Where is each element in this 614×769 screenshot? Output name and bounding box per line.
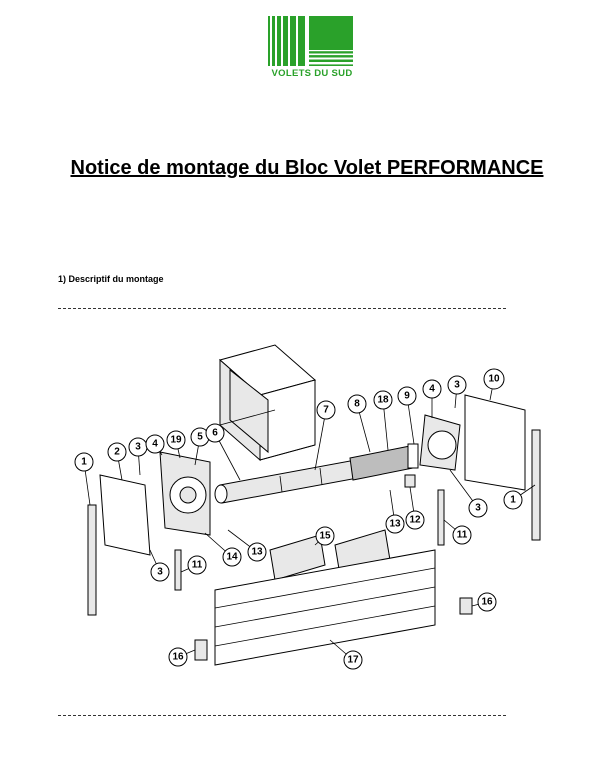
svg-text:17: 17: [347, 654, 359, 666]
svg-text:4: 4: [152, 438, 158, 450]
callout-18: [374, 391, 392, 409]
svg-text:11: 11: [191, 559, 203, 571]
callout-3-bottom-left: [151, 563, 169, 581]
callout-6: [206, 424, 224, 442]
svg-text:9: 9: [404, 390, 410, 402]
callout-14: [223, 548, 241, 566]
callout-19: [167, 431, 185, 449]
svg-text:3: 3: [135, 441, 141, 453]
callout-16-right: [478, 593, 496, 611]
callout-8: [348, 395, 366, 413]
svg-text:14: 14: [226, 551, 238, 563]
callout-3-top-left: [129, 438, 147, 456]
svg-text:1: 1: [81, 456, 87, 468]
svg-text:3: 3: [475, 502, 481, 514]
bracket-right: [438, 490, 444, 545]
svg-text:13: 13: [389, 518, 401, 530]
callout-4-right: [423, 380, 441, 398]
right-flange: [420, 395, 525, 490]
callout-3-right: [469, 499, 487, 517]
callout-12: [406, 511, 424, 529]
left-flange: [100, 452, 210, 555]
svg-text:12: 12: [409, 514, 421, 526]
svg-text:1: 1: [510, 494, 516, 506]
dashed-separator-bottom: [58, 715, 506, 716]
dashed-separator-top: [58, 308, 506, 309]
callout-1-right: [504, 491, 522, 509]
bottom-panel: [215, 550, 435, 665]
callout-7: [317, 401, 335, 419]
coffre-housing: [220, 345, 315, 460]
svg-text:3: 3: [454, 379, 460, 391]
svg-text:3: 3: [157, 566, 163, 578]
section-heading: 1) Descriptif du montage: [58, 274, 164, 284]
svg-text:16: 16: [172, 651, 184, 663]
svg-text:8: 8: [354, 398, 360, 410]
svg-text:6: 6: [212, 427, 218, 439]
callout-10: [484, 369, 504, 389]
callout-11-right: [453, 526, 471, 544]
callout-3-top-right: [448, 376, 466, 394]
callout-11-left: [188, 556, 206, 574]
callout-9: [398, 387, 416, 405]
callout-17: [344, 651, 362, 669]
svg-text:5: 5: [197, 431, 203, 443]
end-cap-right: [460, 598, 472, 614]
svg-text:13: 13: [251, 546, 263, 558]
callout-1-left: [75, 453, 93, 471]
callout-2: [108, 443, 126, 461]
svg-text:15: 15: [319, 530, 331, 542]
callout-4-left: [146, 435, 164, 453]
end-cap-left: [195, 640, 207, 660]
clip: [405, 475, 415, 487]
svg-text:2: 2: [114, 446, 120, 458]
svg-text:11: 11: [456, 529, 468, 541]
guide-rail-left: [88, 505, 96, 615]
svg-text:18: 18: [377, 394, 389, 406]
guide-rail-right: [532, 430, 540, 540]
bracket-left: [175, 550, 181, 590]
svg-text:4: 4: [429, 383, 435, 395]
callout-13-right: [386, 515, 404, 533]
callout-13-left: [248, 543, 266, 561]
svg-text:10: 10: [488, 373, 500, 385]
page-title: Notice de montage du Bloc Volet PERFORMANCE: [70, 157, 544, 179]
svg-text:16: 16: [481, 596, 493, 608]
svg-text:19: 19: [170, 434, 182, 446]
svg-text:7: 7: [323, 404, 329, 416]
logo-brand-text: VOLETS DU SUD: [271, 68, 353, 79]
exploded-assembly-diagram: [70, 340, 560, 675]
callout-15: [316, 527, 334, 545]
callout-16-left: [169, 648, 187, 666]
